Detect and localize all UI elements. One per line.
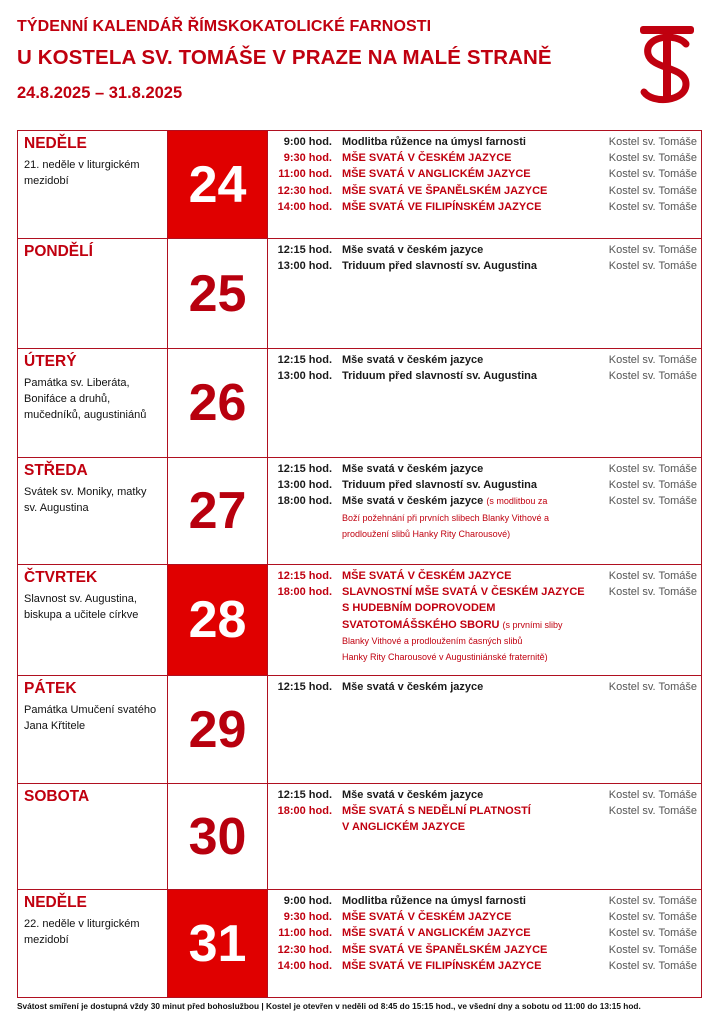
event-time: 11:00 hod.	[278, 168, 332, 181]
day-number: 25	[168, 239, 268, 348]
event-row	[268, 803, 697, 819]
event-desc-continued	[342, 617, 697, 633]
event-list	[268, 461, 697, 542]
event-place: Kostel sv. Tomáše	[608, 927, 697, 940]
event-desc: Triduum před slavností sv. Augustina	[342, 479, 537, 492]
event-row	[268, 352, 697, 368]
event-desc: MŠE SVATÁ VE FILIPÍNSKÉM JAZYCE	[342, 959, 542, 972]
day-info	[18, 890, 168, 997]
day-note: Památka sv. Liberáta, Bonifáce a druhů, mučedníků, augustiniánů	[24, 377, 147, 421]
event-time: 18:00 hod.	[277, 586, 332, 599]
day-name: NEDĚLE	[24, 894, 87, 911]
event-desc: MŠE SVATÁ VE ŠPANĚLSKÉM JAZYCE	[342, 184, 548, 197]
event-desc-continued: V ANGLICKÉM JAZYCE	[342, 821, 466, 834]
day-note: Svátek sv. Moniky, matky sv. Augustina	[24, 486, 147, 514]
event-list	[268, 134, 697, 215]
day-info	[18, 458, 168, 564]
day-name: NEDĚLE	[24, 135, 87, 152]
event-place: Kostel sv. Tomáše	[608, 200, 697, 213]
event-desc: SLAVNOSTNÍ MŠE SVATÁ V ČESKÉM JAZYCE	[342, 586, 585, 599]
event-desc: MŠE SVATÁ VE FILIPÍNSKÉM JAZYCE	[342, 200, 542, 213]
event-place: Kostel sv. Tomáše	[608, 959, 697, 972]
event-row	[268, 183, 697, 199]
event-time: 9:00 hod.	[283, 136, 332, 148]
event-time: 12:30 hod.	[277, 943, 332, 956]
event-row	[268, 909, 697, 925]
event-row	[268, 242, 697, 258]
day-name: STŘEDA	[24, 462, 88, 479]
event-place: Kostel sv. Tomáše	[608, 943, 697, 956]
event-row	[268, 477, 697, 493]
event-desc: Mše svatá v českém jazyce	[342, 681, 484, 693]
day-number: 31	[168, 890, 268, 997]
event-desc: Mše svatá v českém jazyce	[342, 463, 484, 475]
day-row-wednesday-27	[18, 458, 701, 565]
event-row	[268, 942, 697, 958]
day-number: 28	[168, 565, 268, 675]
header-date-range: 24.8.2025 – 31.8.2025	[17, 84, 183, 102]
event-desc: Mše svatá v českém jazyce	[342, 244, 484, 256]
event-time: 14:00 hod.	[277, 200, 332, 213]
day-name: PÁTEK	[24, 680, 77, 697]
event-row	[268, 958, 697, 974]
event-note: (s modlitbou za	[486, 496, 548, 507]
day-row-saturday-30	[18, 784, 701, 890]
day-row-sunday-31	[18, 890, 701, 998]
event-list	[268, 787, 697, 836]
day-number: 26	[168, 349, 268, 457]
day-row-tuesday-26	[18, 349, 701, 458]
event-row	[268, 166, 697, 182]
event-time: 11:00 hod.	[278, 927, 332, 940]
day-row-sunday-24	[18, 131, 701, 239]
event-row	[268, 925, 697, 941]
event-place: Kostel sv. Tomáše	[608, 681, 697, 693]
event-desc: Modlitba růžence na úmysl farnosti	[342, 136, 526, 148]
event-place: Kostel sv. Tomáše	[608, 354, 697, 366]
event-place: Kostel sv. Tomáše	[608, 570, 697, 582]
event-desc-continued: S HUDEBNÍM DOPROVODEM	[342, 602, 496, 615]
event-place: Kostel sv. Tomáše	[608, 244, 697, 256]
event-row	[268, 787, 697, 803]
event-time: 12:15 hod.	[277, 463, 332, 475]
event-desc: Mše svatá v českém jazyce	[342, 789, 484, 801]
event-place: Kostel sv. Tomáše	[608, 479, 697, 492]
event-desc: MŠE SVATÁ V ČESKÉM JAZYCE	[342, 152, 512, 165]
event-place: Kostel sv. Tomáše	[608, 168, 697, 181]
event-place: Kostel sv. Tomáše	[608, 789, 697, 801]
event-desc: Triduum před slavností sv. Augustina	[342, 260, 537, 273]
event-note-line: Blanky Vithové a prodloužením časných slibů	[342, 635, 523, 646]
event-desc: MŠE SVATÁ V ČESKÉM JAZYCE	[342, 911, 512, 924]
event-row	[268, 461, 697, 477]
day-info	[18, 349, 168, 457]
day-info	[18, 676, 168, 783]
event-row	[268, 150, 697, 166]
event-list	[268, 568, 697, 665]
event-time: 14:00 hod.	[277, 959, 332, 972]
header-title-line2: U KOSTELA SV. TOMÁŠE V PRAZE NA MALÉ STRANĚ	[17, 46, 552, 69]
event-time: 12:15 hod.	[277, 681, 332, 693]
event-list	[268, 352, 697, 384]
event-time: 9:30 hod.	[283, 911, 332, 924]
weekly-calendar	[17, 130, 702, 998]
event-time: 9:30 hod.	[283, 152, 332, 165]
event-place: Kostel sv. Tomáše	[608, 370, 697, 383]
day-name: SOBOTA	[24, 788, 90, 805]
event-time: 13:00 hod.	[277, 260, 332, 273]
event-place: Kostel sv. Tomáše	[608, 586, 697, 599]
header-title-line1: TÝDENNÍ KALENDÁŘ ŘÍMSKOKATOLICKÉ FARNOSTI	[17, 18, 432, 35]
event-time: 12:30 hod.	[277, 184, 332, 197]
event-place: Kostel sv. Tomáše	[608, 911, 697, 924]
event-row	[268, 368, 697, 384]
event-row	[268, 893, 697, 909]
event-row	[268, 199, 697, 215]
day-info	[18, 565, 168, 675]
event-place: Kostel sv. Tomáše	[608, 136, 697, 148]
event-desc: MŠE SVATÁ V ČESKÉM JAZYCE	[342, 570, 512, 582]
day-info	[18, 784, 168, 889]
st-monogram-logo-icon	[636, 22, 698, 106]
day-note: 22. neděle v liturgickém mezidobí	[24, 918, 140, 946]
event-place: Kostel sv. Tomáše	[608, 495, 697, 508]
event-time: 13:00 hod.	[277, 479, 332, 492]
event-place: Kostel sv. Tomáše	[608, 260, 697, 273]
footer-note: Svátost smíření je dostupná vždy 30 minut před bohoslužbou | Kostel je otevřen v neděli od 8:45 do 15:15 hod., ve všední dny a sobotu od 11:00 do 13:15 hod.	[17, 1001, 641, 1011]
day-row-thursday-28	[18, 565, 701, 676]
event-row	[268, 584, 697, 600]
event-list	[268, 679, 697, 695]
event-desc-continued-text: SVATOTOMÁŠSKÉHO SBORU	[342, 618, 500, 631]
event-time: 9:00 hod.	[283, 895, 332, 907]
event-place: Kostel sv. Tomáše	[608, 805, 697, 818]
day-number: 27	[168, 458, 268, 564]
event-time: 18:00 hod.	[277, 805, 332, 818]
day-number: 29	[168, 676, 268, 783]
event-desc: MŠE SVATÁ VE ŠPANĚLSKÉM JAZYCE	[342, 943, 548, 956]
day-info	[18, 131, 168, 238]
day-info	[18, 239, 168, 348]
event-row	[268, 258, 697, 274]
event-time: 13:00 hod.	[277, 370, 332, 383]
event-desc: MŠE SVATÁ S NEDĚLNÍ PLATNOSTÍ	[342, 805, 531, 818]
event-note-line: Boží požehnání při prvních slibech Blanky Vithové a	[342, 512, 549, 523]
event-place: Kostel sv. Tomáše	[608, 895, 697, 907]
day-note: 21. neděle v liturgickém mezidobí	[24, 159, 140, 187]
event-desc: Modlitba růžence na úmysl farnosti	[342, 895, 526, 907]
event-desc: Mše svatá v českém jazyce	[342, 354, 484, 366]
event-time: 12:15 hod.	[277, 244, 332, 256]
event-time: 12:15 hod.	[277, 570, 332, 582]
event-note-line: Hanky Rity Charousové v Augustiniánské fraternitě)	[342, 652, 548, 663]
day-row-monday-25	[18, 239, 701, 349]
day-name: ÚTERÝ	[24, 353, 77, 370]
day-note: Památka Umučení svatého Jana Křtitele	[24, 704, 157, 732]
day-name: ČTVRTEK	[24, 569, 98, 586]
event-list	[268, 242, 697, 274]
day-number: 30	[168, 784, 268, 889]
event-time: 18:00 hod.	[277, 495, 332, 508]
event-time: 12:15 hod.	[277, 789, 332, 801]
day-row-friday-29	[18, 676, 701, 784]
day-number: 24	[168, 131, 268, 238]
event-row	[268, 493, 697, 509]
event-desc: Triduum před slavností sv. Augustina	[342, 370, 537, 383]
event-note: (s prvními sliby	[502, 619, 563, 630]
event-desc: MŠE SVATÁ V ANGLICKÉM JAZYCE	[342, 168, 531, 181]
day-note: Slavnost sv. Augustina, biskupa a učitele církve	[24, 593, 139, 621]
event-desc-text: Mše svatá v českém jazyce	[342, 495, 484, 508]
event-place: Kostel sv. Tomáše	[608, 184, 697, 197]
event-row	[268, 134, 697, 150]
event-place: Kostel sv. Tomáše	[608, 463, 697, 475]
event-list	[268, 893, 697, 974]
event-row	[268, 679, 697, 695]
event-place: Kostel sv. Tomáše	[608, 152, 697, 165]
event-desc	[342, 493, 587, 509]
event-time: 12:15 hod.	[277, 354, 332, 366]
event-row	[268, 568, 697, 584]
event-desc: MŠE SVATÁ V ANGLICKÉM JAZYCE	[342, 927, 531, 940]
day-name: PONDĚLÍ	[24, 243, 93, 260]
event-note-line: prodloužení slibů Hanky Rity Charousové)	[342, 528, 511, 539]
